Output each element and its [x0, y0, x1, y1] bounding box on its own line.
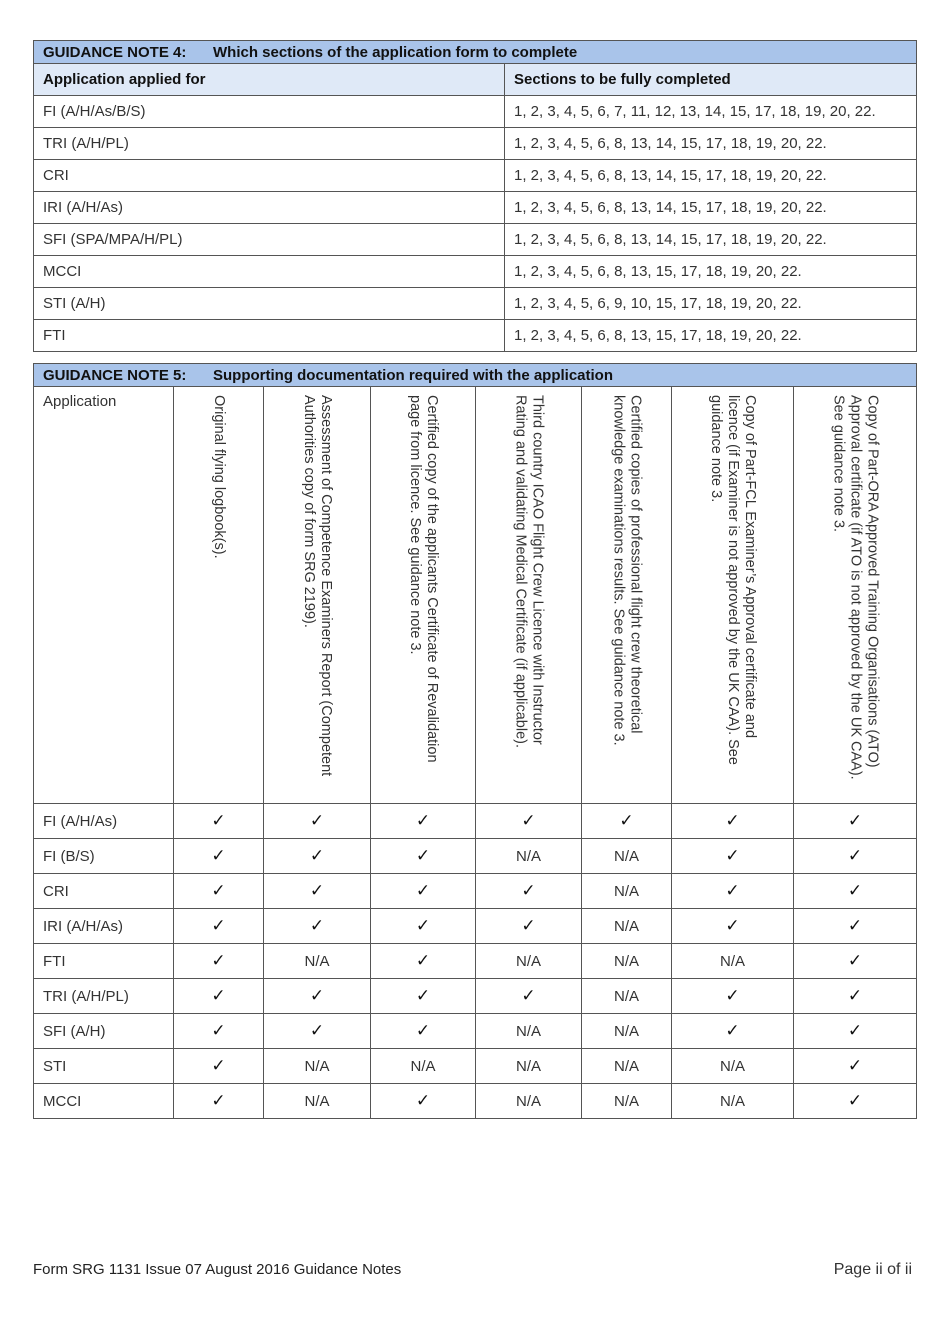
doc-col-header [672, 387, 794, 804]
na-label: N/A [613, 1057, 639, 1075]
required-check-cell [264, 1014, 371, 1049]
required-check-cell [794, 909, 917, 944]
not-applicable-cell [476, 839, 582, 874]
check-icon: ✓ [415, 881, 431, 900]
required-check-cell [672, 804, 794, 839]
doc-col-label: Copy of Part-FCL Examiner’s Approval certificate and licence (if Examiner is not approved by the UK CAA). See guidance note 3. [708, 395, 758, 765]
required-check-cell [371, 839, 476, 874]
check-icon: ✓ [309, 986, 325, 1005]
guidance-note-5-table [33, 363, 917, 1119]
doc-col-label: Third country ICAO Flight Crew Licence with Instructor Rating and validating Medical Certificate (if applicable). [512, 395, 546, 749]
not-applicable-cell [476, 1049, 582, 1084]
table-row [34, 128, 917, 160]
footer-page-number: Page ii of ii [833, 1261, 912, 1278]
not-applicable-cell [582, 1084, 672, 1119]
required-check-cell [174, 804, 264, 839]
required-check-cell [794, 1084, 917, 1119]
na-label: N/A [613, 882, 639, 900]
required-check-cell [174, 909, 264, 944]
check-icon: ✓ [415, 846, 431, 865]
na-label: N/A [515, 847, 541, 865]
doc-col-header [174, 387, 264, 804]
not-applicable-cell [264, 944, 371, 979]
required-check-cell [672, 874, 794, 909]
na-label: N/A [515, 1022, 541, 1040]
check-icon: ✓ [211, 1091, 226, 1110]
required-check-cell [371, 804, 476, 839]
table-row [34, 160, 917, 192]
note5-banner-cell [34, 364, 917, 387]
application-cell: MCCI [34, 1084, 174, 1119]
doc-col-header [582, 387, 672, 804]
required-check-cell [672, 839, 794, 874]
doc-col-label: Certified copy of the applicants Certificate of Revalidation page from licence. See guidance note 3. [407, 395, 440, 763]
footer-form-id: Form SRG 1131 Issue 07 August 2016 Guidance Notes [33, 1261, 402, 1278]
application-cell: CRI [34, 874, 174, 909]
na-label: N/A [613, 987, 639, 1005]
doc-col-header [476, 387, 582, 804]
note4-header-row [34, 64, 917, 96]
application-cell: FI (A/H/As/B/S) [34, 96, 505, 128]
application-cell: FI (B/S) [34, 839, 174, 874]
required-check-cell [371, 909, 476, 944]
application-cell: CRI [34, 160, 505, 192]
not-applicable-cell [582, 1014, 672, 1049]
note4-title: Which sections of the application form to complete [213, 43, 578, 61]
check-icon: ✓ [619, 811, 634, 830]
check-icon: ✓ [521, 986, 536, 1005]
required-check-cell [476, 804, 582, 839]
check-icon: ✓ [725, 846, 740, 865]
check-icon: ✓ [211, 846, 226, 865]
note5-label: GUIDANCE NOTE 5: [43, 366, 187, 384]
table-row [34, 256, 917, 288]
check-icon: ✓ [415, 811, 431, 830]
required-check-cell [672, 909, 794, 944]
check-icon: ✓ [415, 1091, 431, 1110]
required-check-cell [371, 979, 476, 1014]
note5-banner [34, 364, 917, 387]
required-check-cell [371, 944, 476, 979]
check-icon: ✓ [847, 1091, 863, 1110]
check-icon: ✓ [211, 916, 226, 935]
required-check-cell [264, 804, 371, 839]
na-label: N/A [515, 1092, 541, 1110]
note4-banner [34, 41, 917, 64]
na-label: N/A [613, 1022, 639, 1040]
na-label: N/A [304, 1092, 330, 1110]
sections-cell: 1, 2, 3, 4, 5, 6, 8, 13, 15, 17, 18, 19, 20, 22. [505, 256, 917, 288]
check-icon: ✓ [415, 1021, 431, 1040]
required-check-cell [174, 1014, 264, 1049]
required-check-cell [264, 979, 371, 1014]
sections-cell: 1, 2, 3, 4, 5, 6, 8, 13, 15, 17, 18, 19, 20, 22. [505, 320, 917, 352]
note5-body [34, 804, 917, 1119]
application-cell: FTI [34, 944, 174, 979]
application-cell: TRI (A/H/PL) [34, 128, 505, 160]
table-row [34, 1084, 917, 1119]
note4-label: GUIDANCE NOTE 4: [43, 43, 187, 61]
na-label: N/A [515, 952, 541, 970]
check-icon: ✓ [211, 986, 226, 1005]
check-icon: ✓ [521, 916, 536, 935]
table-row [34, 909, 917, 944]
doc-col-label: Certified copies of professional flight crew theoretical knowledge examinations results. See guidance note 3. [610, 395, 644, 746]
guidance-note-4-table [33, 40, 917, 352]
check-icon: ✓ [211, 1021, 226, 1040]
application-cell: SFI (SPA/MPA/H/PL) [34, 224, 505, 256]
doc-col-label: Original flying logbook(s). [211, 395, 227, 559]
note5-header-row [34, 387, 917, 804]
na-label: N/A [304, 1057, 330, 1075]
check-icon: ✓ [211, 881, 226, 900]
application-cell: FTI [34, 320, 505, 352]
application-cell: STI [34, 1049, 174, 1084]
required-check-cell [672, 979, 794, 1014]
check-icon: ✓ [725, 811, 740, 830]
not-applicable-cell [264, 1084, 371, 1119]
application-cell: MCCI [34, 256, 505, 288]
not-applicable-cell [371, 1049, 476, 1084]
application-cell: IRI (A/H/As) [34, 909, 174, 944]
note4-col-application: Application applied for [34, 64, 505, 96]
required-check-cell [794, 1049, 917, 1084]
check-icon: ✓ [309, 881, 325, 900]
check-icon: ✓ [847, 881, 863, 900]
required-check-cell [794, 839, 917, 874]
check-icon: ✓ [847, 1021, 863, 1040]
required-check-cell [794, 979, 917, 1014]
note5-col-application: Application [34, 387, 174, 804]
table-row [34, 96, 917, 128]
not-applicable-cell [672, 1084, 794, 1119]
sections-cell: 1, 2, 3, 4, 5, 6, 8, 13, 14, 15, 17, 18, 19, 20, 22. [505, 224, 917, 256]
required-check-cell [582, 804, 672, 839]
table-row [34, 979, 917, 1014]
check-icon: ✓ [415, 916, 431, 935]
required-check-cell [672, 1014, 794, 1049]
check-icon: ✓ [725, 986, 740, 1005]
check-icon: ✓ [725, 916, 740, 935]
check-icon: ✓ [847, 916, 863, 935]
check-icon: ✓ [309, 1021, 325, 1040]
not-applicable-cell [582, 979, 672, 1014]
required-check-cell [476, 874, 582, 909]
sections-cell: 1, 2, 3, 4, 5, 6, 7, 11, 12, 13, 14, 15, 17, 18, 19, 20, 22. [505, 96, 917, 128]
check-icon: ✓ [847, 1056, 863, 1075]
not-applicable-cell [582, 944, 672, 979]
na-label: N/A [613, 847, 639, 865]
required-check-cell [174, 1084, 264, 1119]
table-row [34, 1014, 917, 1049]
required-check-cell [476, 909, 582, 944]
check-icon: ✓ [415, 986, 431, 1005]
check-icon: ✓ [309, 846, 325, 865]
sections-cell: 1, 2, 3, 4, 5, 6, 8, 13, 14, 15, 17, 18, 19, 20, 22. [505, 128, 917, 160]
required-check-cell [794, 874, 917, 909]
table-row [34, 944, 917, 979]
required-check-cell [174, 1049, 264, 1084]
required-check-cell [794, 804, 917, 839]
not-applicable-cell [672, 1049, 794, 1084]
required-check-cell [174, 979, 264, 1014]
application-cell: STI (A/H) [34, 288, 505, 320]
not-applicable-cell [582, 909, 672, 944]
required-check-cell [174, 874, 264, 909]
doc-col-label: Copy of Part-ORA Approved Training Organisations (ATO) Approval certificate (if ATO is not approved by the UK CAA). See guidance note 3. [830, 395, 881, 780]
check-icon: ✓ [415, 951, 431, 970]
na-label: N/A [410, 1057, 436, 1075]
check-icon: ✓ [211, 1056, 226, 1075]
check-icon: ✓ [847, 811, 863, 830]
na-label: N/A [613, 1092, 639, 1110]
application-cell: IRI (A/H/As) [34, 192, 505, 224]
application-cell: FI (A/H/As) [34, 804, 174, 839]
not-applicable-cell [582, 1049, 672, 1084]
sections-cell: 1, 2, 3, 4, 5, 6, 8, 13, 14, 15, 17, 18, 19, 20, 22. [505, 160, 917, 192]
application-cell: TRI (A/H/PL) [34, 979, 174, 1014]
required-check-cell [794, 1014, 917, 1049]
not-applicable-cell [582, 839, 672, 874]
required-check-cell [371, 1084, 476, 1119]
table-row [34, 874, 917, 909]
check-icon: ✓ [847, 986, 863, 1005]
note4-banner-cell [34, 41, 917, 64]
required-check-cell [264, 839, 371, 874]
check-icon: ✓ [847, 846, 863, 865]
doc-col-label: Assessment of Competence Examiners Report (Competent Authorities copy of form SRG 2199). [301, 395, 334, 777]
not-applicable-cell [582, 874, 672, 909]
required-check-cell [371, 1014, 476, 1049]
check-icon: ✓ [521, 811, 536, 830]
required-check-cell [476, 979, 582, 1014]
check-icon: ✓ [725, 881, 740, 900]
table-row [34, 320, 917, 352]
required-check-cell [174, 839, 264, 874]
required-check-cell [371, 874, 476, 909]
na-label: N/A [719, 952, 745, 970]
check-icon: ✓ [211, 811, 226, 830]
required-check-cell [794, 944, 917, 979]
check-icon: ✓ [521, 881, 536, 900]
check-icon: ✓ [725, 1021, 740, 1040]
required-check-cell [174, 944, 264, 979]
check-icon: ✓ [309, 916, 325, 935]
table-row [34, 192, 917, 224]
required-check-cell [264, 909, 371, 944]
na-label: N/A [304, 952, 330, 970]
doc-col-header [264, 387, 371, 804]
not-applicable-cell [672, 944, 794, 979]
na-label: N/A [719, 1057, 745, 1075]
not-applicable-cell [476, 1014, 582, 1049]
na-label: N/A [613, 917, 639, 935]
na-label: N/A [515, 1057, 541, 1075]
sections-cell: 1, 2, 3, 4, 5, 6, 8, 13, 14, 15, 17, 18, 19, 20, 22. [505, 192, 917, 224]
application-cell: SFI (A/H) [34, 1014, 174, 1049]
not-applicable-cell [264, 1049, 371, 1084]
check-icon: ✓ [847, 951, 863, 970]
na-label: N/A [613, 952, 639, 970]
sections-cell: 1, 2, 3, 4, 5, 6, 9, 10, 15, 17, 18, 19, 20, 22. [505, 288, 917, 320]
doc-col-header [371, 387, 476, 804]
check-icon: ✓ [309, 811, 325, 830]
doc-col-header [794, 387, 917, 804]
table-row [34, 1049, 917, 1084]
na-label: N/A [719, 1092, 745, 1110]
table-row [34, 224, 917, 256]
not-applicable-cell [476, 1084, 582, 1119]
table-row [34, 804, 917, 839]
note4-col-sections: Sections to be fully completed [505, 64, 917, 96]
required-check-cell [264, 874, 371, 909]
note5-title: Supporting documentation required with the application [213, 366, 613, 384]
not-applicable-cell [476, 944, 582, 979]
table-row [34, 839, 917, 874]
table-row [34, 288, 917, 320]
check-icon: ✓ [211, 951, 226, 970]
